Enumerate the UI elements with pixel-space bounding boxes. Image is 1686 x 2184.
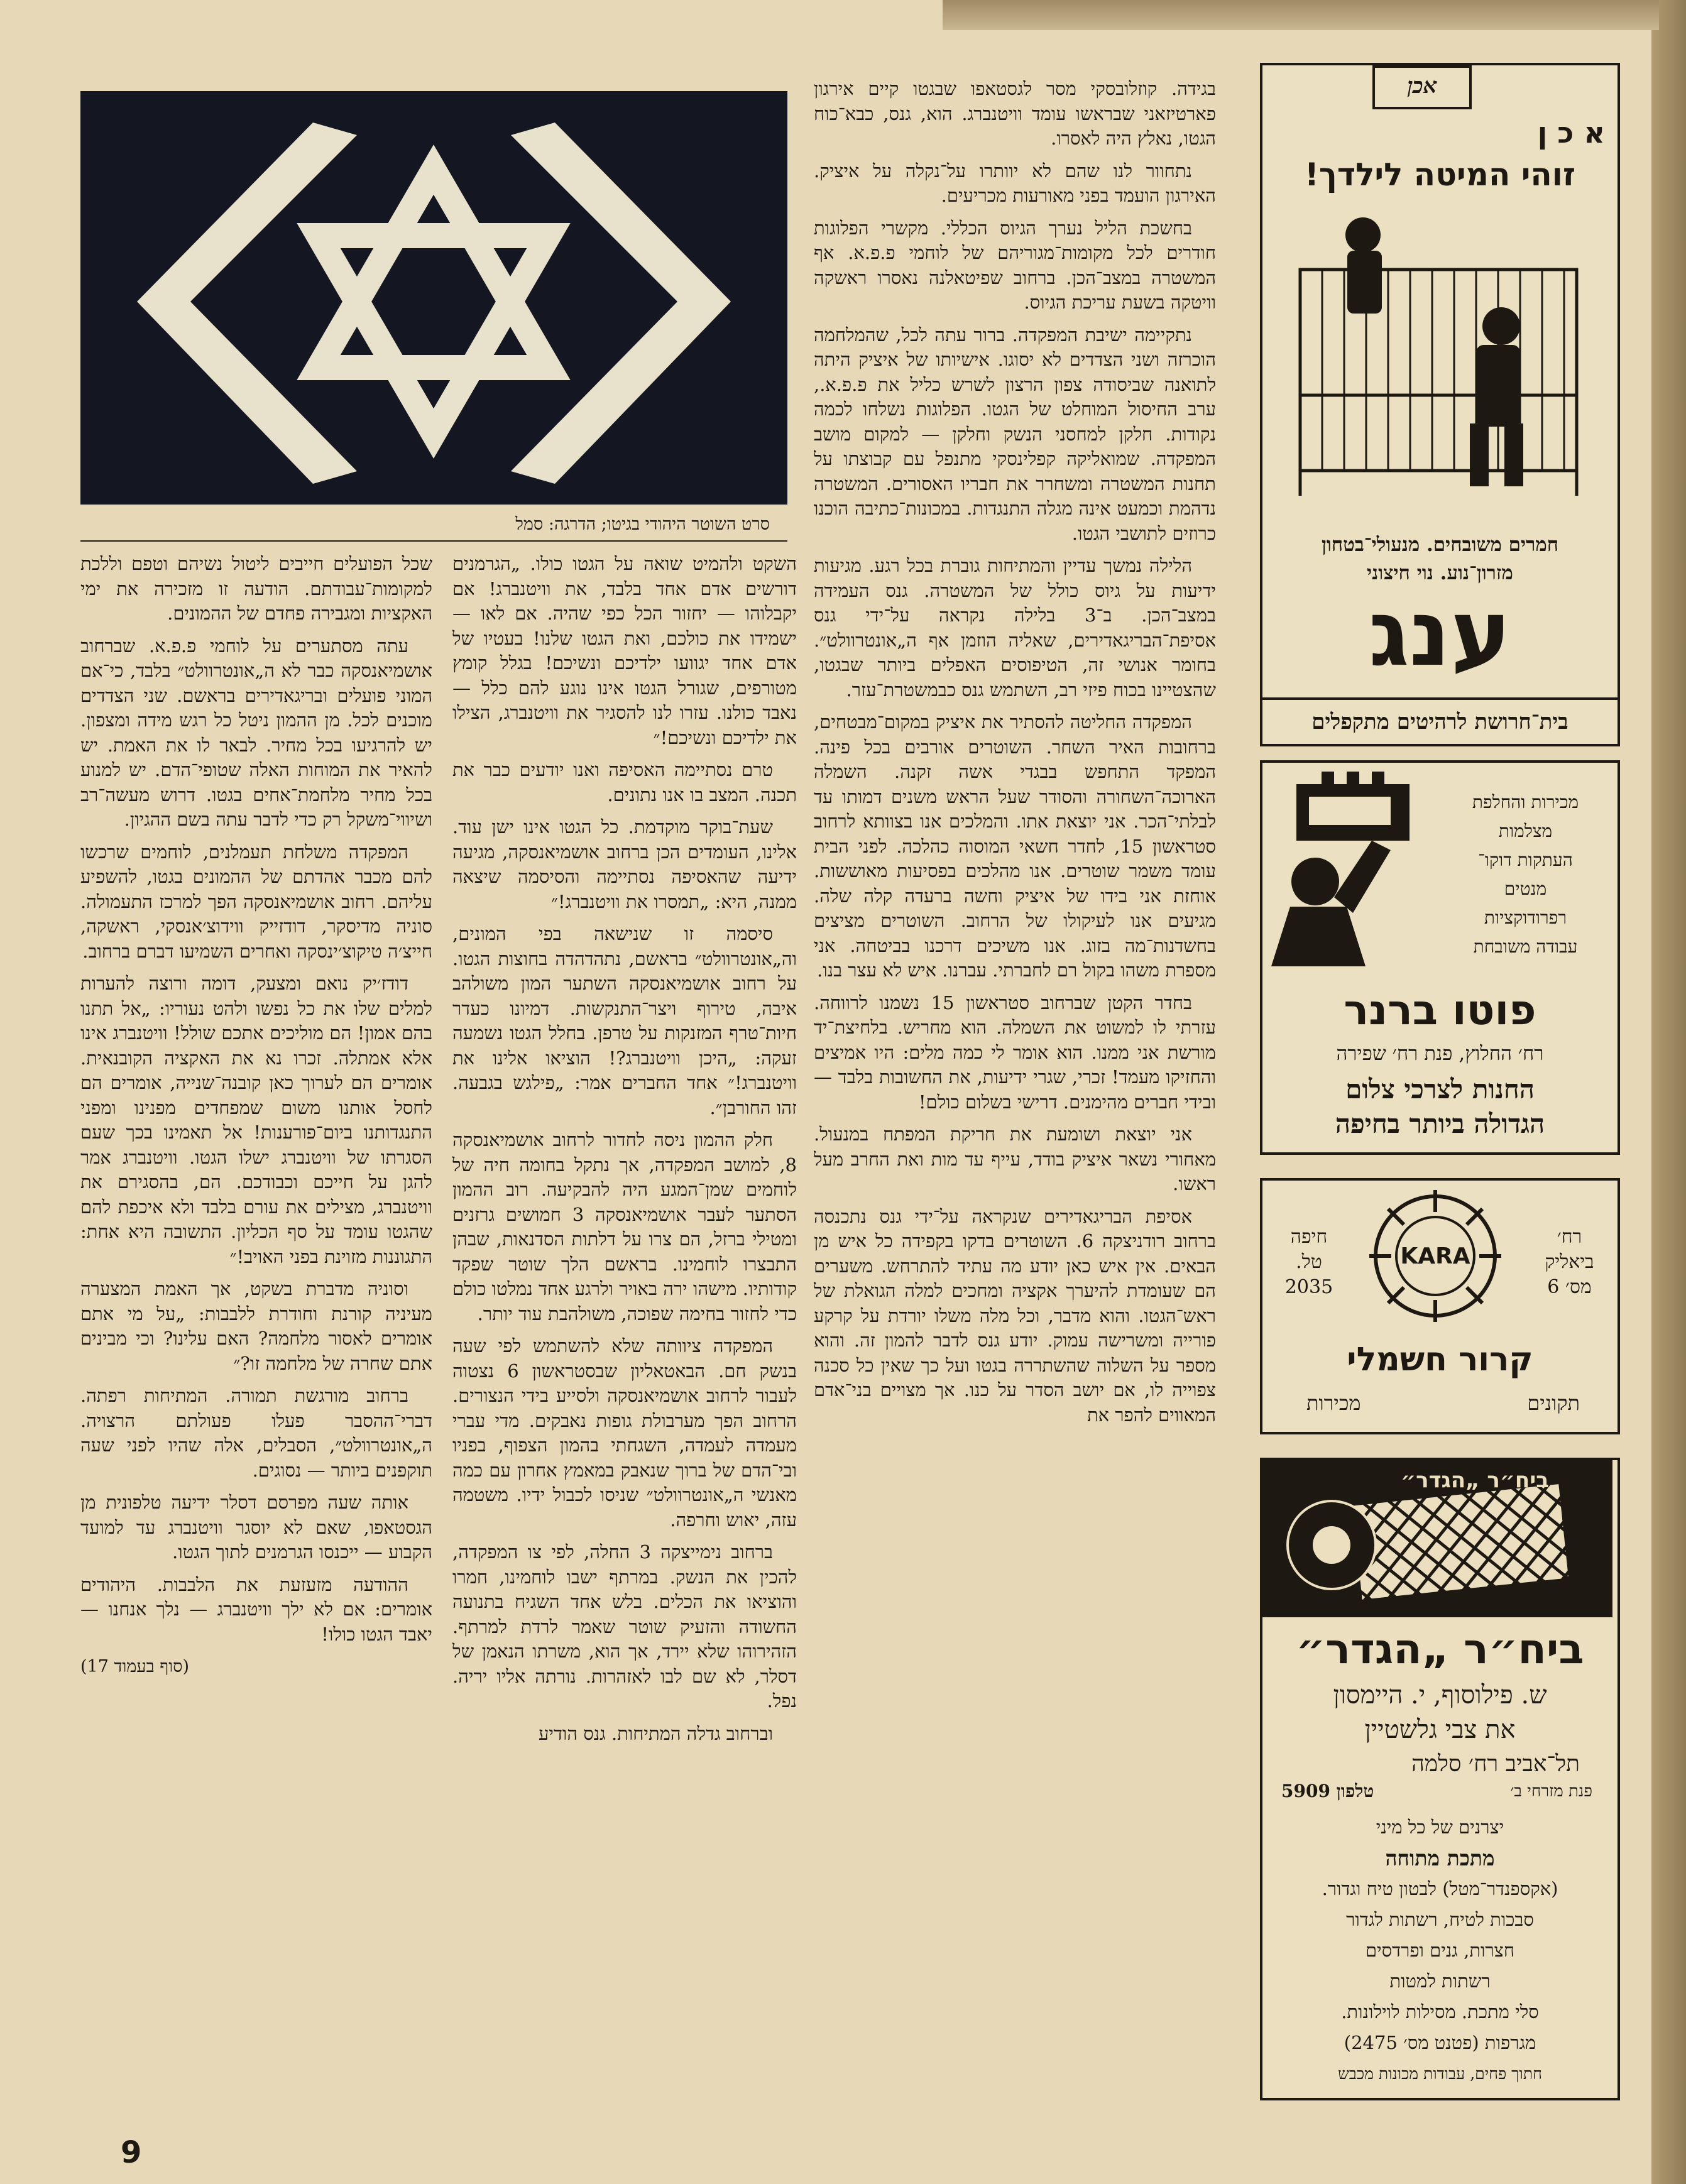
product-line: רשתות למטות	[1389, 1970, 1491, 1992]
ad-crib-headline-small: א כ ן	[1537, 116, 1605, 150]
ad-hagader	[1260, 1458, 1620, 2100]
ad-crib	[1260, 63, 1620, 746]
ad-gader-owners2: את צבי גלשטיין	[1364, 1715, 1516, 1744]
product-line: סבכות לטיח, רשתות לגדור	[1346, 1909, 1534, 1930]
street-label: רח׳ ביאליק	[1545, 1226, 1594, 1273]
service-line: מצלמות	[1498, 821, 1553, 841]
paragraph: ברחוב מורגשת תמורה. המתיחות רפתה. דברי־ההסבר פעלו פעולתם הרצויה. ה„אונטרוולט״, הסבלים, אלה שהיו לפני שעה תוקפנים ביותר — נסוגים.	[80, 1385, 432, 1481]
ad-gader-owners1: ש. פילוסוף, י. היימסון	[1333, 1681, 1547, 1710]
kara-lightning-emblem-icon	[1366, 1187, 1504, 1325]
paragraph: ההודעה מזעזעת את הלבבות. היהודים אומרים: אם לא ילך וויטנברג — נלך אנחנו — יאבד הגטו כולו!	[80, 1573, 432, 1645]
ad-gader-items	[1271, 1812, 1609, 2089]
paragraph: סיסמה זו שנישאה בפי המונים, וה„אונטרוולט״ בראשם, נתהדהדה בחוצות הגטו. על רחוב אושמיאנסקה השתער המון משולהב איבה, טירוף ויצר־התנקשות. דמיונו כעדר חיות־טרף המזנקות על טרפן. בחלל הגטו נשמעה זעקה: „היכן וויטנברג?! הוציאו אלינו את וויטנברג!״ אחד החברים אמר: „פילגש בגבעה. זהו החורבן״.	[452, 923, 797, 1118]
paragraph: עתה מסתערים על לוחמי פ.פ.א. שברחוב אושמיאנסקה כבר לא ה„אונטרוולט״ בלבד, כי־אם המוני פועלים ובריגאדירים בראשם. שני הצדדים מוכנים לכל. מן ההמון ניטל כל רגש מידה ומצפון. יש להרגיעו בכל מחיר. לבאר לו את האמת. יש להאיר את המוחות האלה שטופי־הדם. יש למנוע בכל מחיר מלחמת־אחים בגטו. דרוש מעשה־רב ושיווי־משקל רק כדי לדבר עתה בשם ההגיון.	[80, 635, 432, 830]
paragraph: שעת־בוקר מוקדמת. כל הגטו אינו ישן עוד. אלינו, העומדים הכן ברחוב אושמיאנסקה, מגיעה ידיעה שהאסיפה נסתיימה והסיסמה שיצאה ממנה, היא: „תמסרו את וויטנברג!״	[452, 816, 797, 912]
ad-kara-services-left: מכירות	[1306, 1391, 1361, 1415]
ad-kara-name: קרור חשמלי	[1347, 1341, 1533, 1379]
paragraph: דודז׳יק נואם ומצעק, דומה ורוצה להערות למלים שלו את כל נפשו ולהט נעוריו: „אל תתנו בהם אמון! הם מוליכים אתכם שולל! וויטנברג אינו אלא אמתלה. זכרו נא את האקציה הקובנאית. אומרים הם לערוך כאן קובנה־שנייה, אומרים הם לחסל אותנו משום שמפחדים מפנינו ומפני התנגדותנו ביום־פורענות! אל תאמינו בכך שעם הסגרתו של וויטנברג ישלו הגטו. וויטנברג אמר להגן על חייכם וכבודכם. הם, בהסגירם את וויטנברג, מצילים את עורם בלבד ולא איכפת להם שהגטו עומד על סף הכליון. התשובה היא אחת: התגוננות מזוינת בפני האויב!״	[80, 973, 432, 1267]
star-of-david-armband-icon	[80, 91, 787, 505]
ad-crib-brand: ענג	[1368, 581, 1512, 687]
product-line: סלי מתכת. מסילות לוילונות.	[1341, 2001, 1539, 2023]
product-line: מתכת מתוחה	[1385, 1846, 1495, 1870]
paragraph: ברחוב נימייצקה 3 החלה, לפי צו המפקדה, להכין את הנשק. במרתף ישבו לוחמינו, חמרו והוציאו את הכלים. בלש אחד השגיח בתנועה החשודה והזעיק שוטר שאמר לרדת למרתף. הזהירוהו שלא יירד, אך הוא, משרתו הנאמן של דסלר, לא שם לבו לאזהרות. נורתה אליו יריה. נפל.	[452, 1541, 797, 1712]
service-line: מכירות והחלפת	[1472, 792, 1579, 812]
paragraph: המפקדה משלחת תעמלנים, לוחמים שרכשו להם מכבר אהדתם של ההמונים בגטו, להשפיע עליהם. רחוב אושמיאנסקה הפך למרכז התעמולה. סוניה מדיסקר, דודזייק ווידוצ׳אנסקי, ראשקה, חייצ׳ה טיקוצ׳ינסקה ואחרים השמיעו דברם ברחוב.	[80, 841, 432, 962]
article-column-left	[80, 552, 432, 2104]
paragraph: חלק ההמון ניסה לחדור לרחוב אושמיאנסקה 8, למושב המפקדה, אך נתקל בחומה חיה של לוחמים שמן־המגע היה להבקיעה. רוב ההמון הסתער לעבר אושמיאנסקה 3 חמושים גרזנים ומטילי ברזל, הם צרו על דלתות הסדנאות, שבהן התבצרו לוחמינו. בראשם הלך שוטר שפקד קודותיו. מישהו ירה באויר ולרגע אחד נמלטו כולם כדי לחזור בחימה שפוכה, משולהבת עוד יותר.	[452, 1129, 797, 1324]
product-line: (אקספנדר־מטל) לבטון טיח וגדור.	[1322, 1878, 1558, 1899]
paragraph: הלילה נמשך עדיין והמתיחות גוברת בכל רגע. מגיעות ידיעות על גיוס כולל של המשטרה. גנס העמידה במצב־הכן. ב־3 בלילה נקראה על־ידי גנס אסיפת־הבריגאדירים, שאליה הוזמן אף ה„אונטרוולט״. בחומר אנושי זה, הטיפוסים האפלים ביותר שבגטו, שהצטיינו בכוח פיזי רב, השתמש גנס כבמשטרת־עזר.	[814, 555, 1216, 701]
ad-foto-slogan2: הגדולה ביותר בחיפה	[1335, 1108, 1545, 1139]
paragraph: טרם נסתיימה האסיפה ואנו יודעים כבר את תכנה. המצב בו אנו נתונים.	[452, 759, 797, 805]
product-line: יצרנים של כל מיני	[1376, 1816, 1504, 1838]
top-binding-strip	[943, 0, 1659, 30]
ad-crib-footer: בית־חרושת לרהיטים מתקפלים	[1262, 697, 1618, 744]
page-edge	[1651, 0, 1686, 2184]
ad-kara-left-info	[1271, 1225, 1347, 1300]
page-number: 9	[121, 2135, 142, 2170]
photographer-icon	[1271, 772, 1441, 966]
service-line: רפרודוקציות	[1484, 907, 1567, 928]
continued-note: (סוף בעמוד 17)	[80, 1657, 190, 1676]
ad-foto-slogan1: החנות לצרכי צלום	[1345, 1074, 1535, 1105]
ad-gader-banner: ביח״ר „הגדר״	[1401, 1468, 1550, 1493]
ad-kara-right-info	[1530, 1225, 1609, 1300]
paragraph: אותה שעה מפרסם דסלר ידיעה טלפונית מן הגסטאפו, שאם לא יוסגר וויטנברג עד למועד הקבוע — ייכנסו הגרמנים לתוך הגטו.	[80, 1492, 432, 1563]
paragraph: השקט ולהמיט שואה על הגטו כולו. „הגרמנים דורשים אדם אחד בלבד, את וויטנברג! אם יקבלוהו — יחזור הכל כפי שהיה. אם לאו — ישמידו את כולכם, ואת הגטו שלנו! בעטיו של אדם אחד יגוועו ילדיכם ונשיכם! בגלל קומץ מטורפים, שגורל הגטו אינו נוגע להם כלל — נאבד כולנו. עזרו לנו להסגיר את וויטנברג, הצילו את ילדיכם ונשיכם!״	[452, 553, 797, 748]
article-column-right	[814, 77, 1216, 2112]
paragraph: וסוניה מדברת בשקט, אך האמת המצערה מעיניה קורנת וחודרת ללבבות: „על מי אתם אומרים לאסור מלחמה? האם עלינו? וכי מבינים אתם שחרה של מלחמה זו?״	[80, 1278, 432, 1374]
street-number: מס׳ 6	[1547, 1276, 1592, 1298]
ad-foto-name: פוטו ברנר	[1344, 986, 1536, 1034]
ad-crib-line1: חמרים משובחים. מנעולי־בטחון	[1321, 533, 1559, 556]
ad-kara-services-right: תקונים	[1527, 1391, 1580, 1415]
paragraph: אסיפת הבריגאדירים שנקראה על־ידי גנס נתכנסה ברחוב רודניצקה 6. השוטרים בדקו בקפידה כל איש מן הבאים. אין איש כאן יודע מה עתיד להתרחש. משערים הם שעומדת להיערך אקציה ומחכים למלה הגואלת של ראש־הגטו. והוא מדבר, וכל מלה משלו יורדת על קרקע פורייה ומשרישה עמוק. יודע גנס לדבר להמון זה. והוא מספר על השלוה שהשתררה בגטו ועל כך שאין כל סכנה צפוייה לו, אם יושב הסדר על כנו. אך מצויים בני־אדם המאווים להפר את	[814, 1205, 1216, 1426]
service-line: העתקות דוקו־	[1478, 849, 1573, 870]
paragraph: וברחוב גדלה המתיחות. גנס הודיע	[538, 1722, 773, 1744]
paragraph: בחדר הקטן שברחוב סטראשון 15 נשמנו לרווחה. עזרתי לו למשוט את השמלה. הוא מחריש. בלחיצת־יד מורשת אני ממנו. הוא אומר לי כמה מלים: היו אמיצים והחזיקו מעמד! זכרי, שגרי ידיעות, את החשובות בלבד — ובידי חברים מהימנים. דרישי בשלום כולם!	[814, 991, 1216, 1113]
ad-kara	[1260, 1178, 1620, 1434]
product-line: חצרות, גנים ופרדסים	[1365, 1940, 1515, 1961]
police-armband-photo	[80, 91, 787, 505]
ad-gader-phone: טלפון 5909	[1281, 1781, 1374, 1801]
ad-gader-corner: פנת מזרחי ב׳	[1510, 1782, 1592, 1801]
photo-caption-text: סרט השוטר היהודי בגיטו; הדרגה: סמל	[515, 515, 770, 534]
paragraph: בחשכת הליל נערך הגיוס הכללי. מקשרי הפלוגות חודרים לכל מקומות־מגוריהם של לוחמי פ.פ.א. אף המשטרה במצב־הכן. ברחוב שפיטאלנה נאסרו ראשקה וויטקה בשעת עריכת הגיוס.	[814, 217, 1216, 313]
article-column-middle	[452, 552, 797, 2112]
paragraph: בגידה. קוזלובסקי מסר לגסטאפו שבגטו קיים אירגון פארטיזאני שבראשו עומד וויטנברג. הוא, גנס, כבא־כוח הגטו, נאלץ היה לאסרו.	[814, 78, 1216, 149]
ad-crib-headline: זוהי המיטה לילדך!	[1305, 156, 1575, 193]
crib-illustration-icon	[1288, 207, 1589, 502]
phone-label: טל. 2035	[1284, 1251, 1333, 1298]
ad-crib-line2: מזרון־נוע. נוי חיצוני	[1367, 562, 1513, 584]
paragraph: המפקדה החליטה להסתיר את איציק במקום־מבטחים, ברחובות האיר השחר. השוטרים אורבים בכל פינה. המפקד התחפש בבגדי אשה זקנה. השמלה הארוכה־השחורה והסודר שעל הראש משנים דמותו עד לבלתי־הכר. אני יוצאת אתו. והמלכים אנו בצוותא לרחוב סטראשון 15, לחדר חשאי המוסוה כהלכה. לפני הבית עומד משמר שוטרים. אנו מהלכים בפסיעות מאוששות. אוחזת אני בידו של איציק וחשה ברעדה קלה שלה. מגיעים אנו לעיקולו של הרחוב. השוטרים מציצים בחשדנות־מה בזוג. אנו משיכים דרכנו בביטחה. אני מספרת משהו בקול רם לחברתי. עברנו. איש לא עצר בנו.	[814, 711, 1216, 981]
product-line: חתוך פחים, עבודות מכונות מכבש	[1338, 2065, 1542, 2083]
ad-crib-logo: אכן	[1372, 65, 1472, 109]
ad-gader-address: תל־אביב רח׳ סלמה	[1411, 1751, 1580, 1777]
paragraph: שכל הפועלים חייבים ליטול נשיהם וטפם וללכת למקומות־עבודתם. הודעה זו מזכירה את ימי האקציות ומגבירה פחדם של ההמונים.	[80, 553, 432, 624]
paragraph: נתחוור לנו שהם לא יוותרו על־נקלה על איציק. האירגון הועמד בפני מאורעות מכריעים.	[814, 160, 1216, 206]
city-label: חיפה	[1290, 1226, 1328, 1248]
paragraph: המפקדה ציוותה שלא להשתמש לפי שעה בנשק חם. הבאטאליון שבסטראשון 6 נצטוה לעבור לרחוב אושמיאנסקה ולסייע בידי הנצורים. הרחוב הפך מערבולת גופות נאבקים. מדי עברי מעמדה לעמדה, השגחתי בהמון הצפוף, בפניו ובי־הדם של ברוך שנאבק במאמץ אחרון עם כמה מאנשי ה„אונטרוולט״ שניסו לכבול ידיו. משטמה עזה, יאוש וחרפה.	[452, 1335, 797, 1531]
service-line: עבודה משובחת	[1473, 936, 1578, 957]
service-line: מנטים	[1504, 878, 1547, 899]
ad-foto-address: רח׳ החלוץ, פנת רח׳ שפירה	[1336, 1042, 1544, 1065]
photo-caption	[80, 509, 787, 542]
product-line: מגרפות (פטנט מס׳ 2475)	[1344, 2032, 1536, 2053]
ad-foto-brenner	[1260, 760, 1620, 1155]
paragraph: נתקיימה ישיבת המפקדה. ברור עתה לכל, שהמלחמה הוכרזה ושני הצדדים לא יסוגו. אישיותו של איציק היתה לתואנה שביסודה צפון הרצון לשרש כליל את פ.פ.א., ערב החיסול המוחלט של הגטו. הפלוגות נשלחו לכמה נקודות. חלקן למחסני הנשק וחלקן — למקום מושב המפקדה. שמואליקה קפלינסקי מתנפל עם קבוצתו על תחנות המשטרה ומשחרר את חבריו האסורים. המשטרה נדהמת וכמעט אינה מגלה התנגדות. במכונות־כתיבה הוכנו כרוזים לתושבי הגטו.	[814, 324, 1216, 544]
ad-gader-title: ביח״ר „הגדר״	[1296, 1625, 1584, 1673]
paragraph: אני יוצאת ושומעת את חריקת המפתח במנעול. מאחורי נשאר איציק בודד, עייף עד מות ואת החרב מעל ראשו.	[814, 1123, 1216, 1194]
ad-foto-services	[1442, 788, 1609, 961]
kara-emblem-text: KARA	[1400, 1243, 1470, 1269]
